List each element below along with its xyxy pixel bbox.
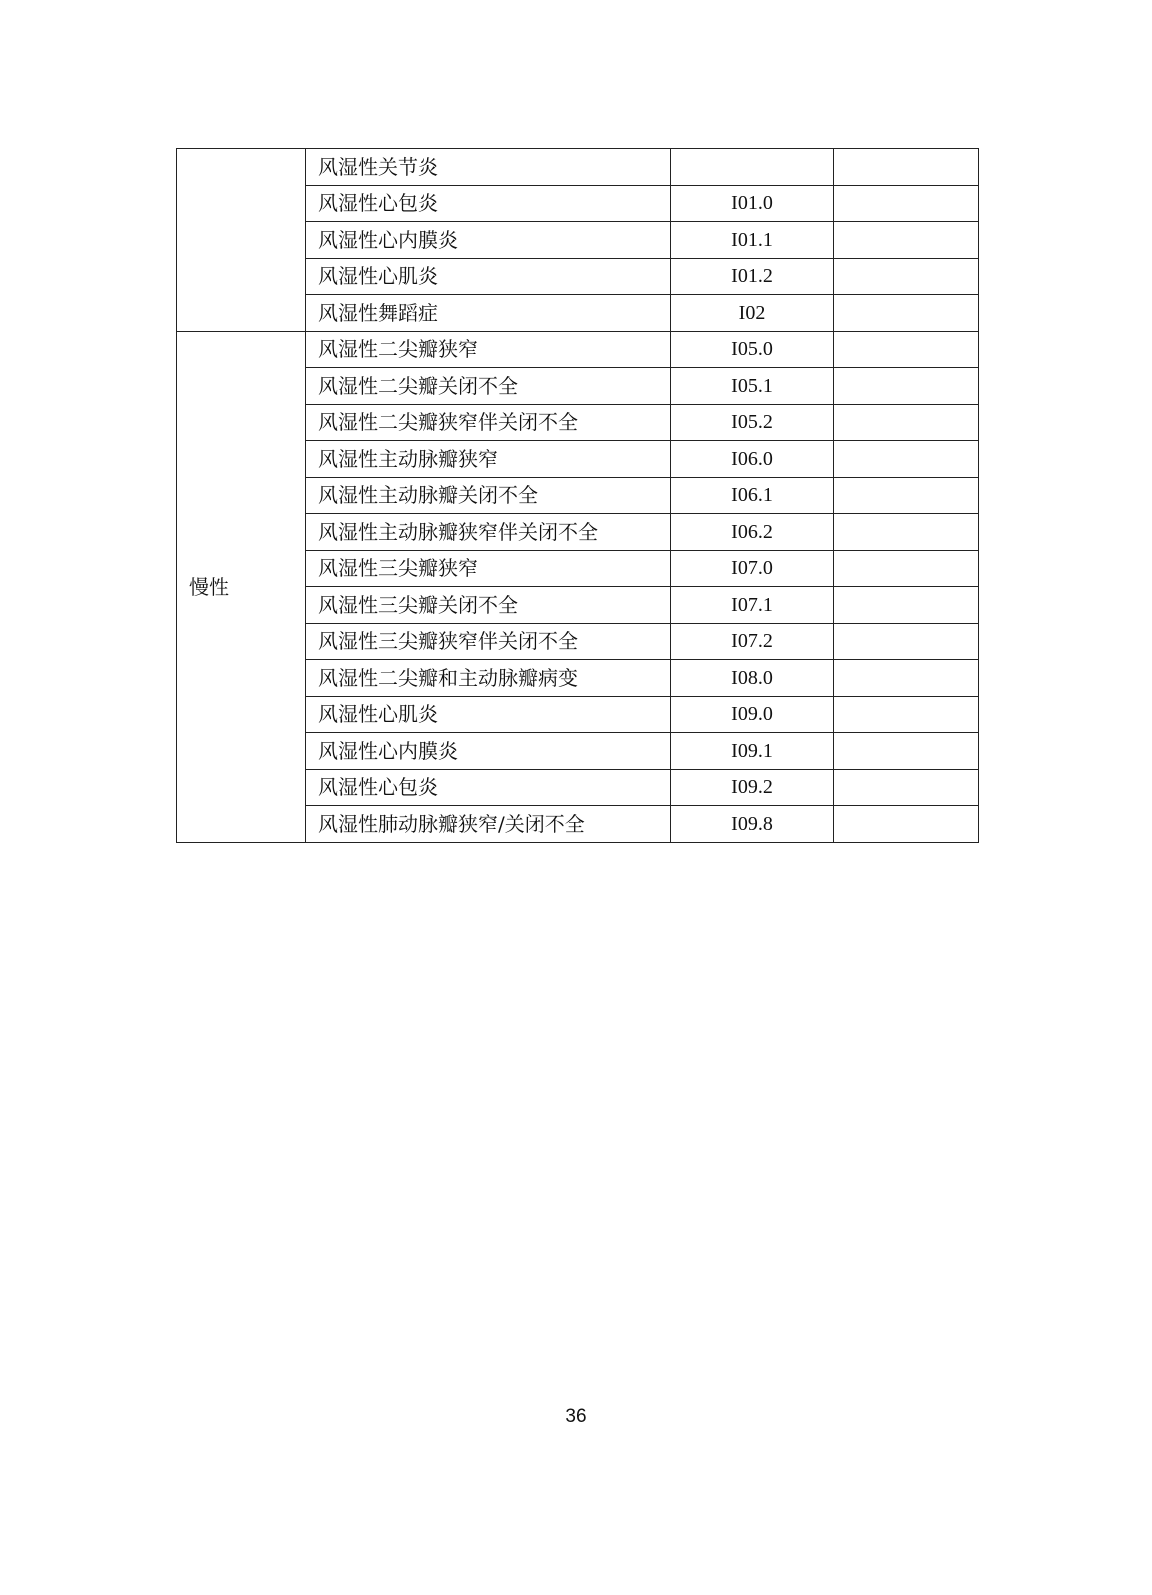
- disease-name-cell: 风湿性心包炎: [306, 769, 671, 806]
- empty-cell: [834, 587, 979, 624]
- group-label-cell: 慢性: [177, 331, 306, 842]
- page-number: 36: [565, 1406, 587, 1427]
- empty-cell: [834, 550, 979, 587]
- icd-code-cell: I07.0: [671, 550, 834, 587]
- disease-name-cell: 风湿性心内膜炎: [306, 733, 671, 770]
- empty-cell: [834, 623, 979, 660]
- disease-name-cell: 风湿性三尖瓣狭窄伴关闭不全: [306, 623, 671, 660]
- empty-cell: [834, 404, 979, 441]
- disease-name-cell: 风湿性二尖瓣和主动脉瓣病变: [306, 660, 671, 697]
- table-row: [177, 331, 979, 368]
- icd-code-cell: I01.1: [671, 222, 834, 259]
- icd-code-cell: I09.0: [671, 696, 834, 733]
- disease-name-cell: 风湿性心包炎: [306, 185, 671, 222]
- disease-name-cell: 风湿性二尖瓣关闭不全: [306, 368, 671, 405]
- empty-cell: [834, 477, 979, 514]
- icd-code-cell: I09.8: [671, 806, 834, 843]
- empty-cell: [834, 222, 979, 259]
- table-row: [177, 149, 979, 186]
- disease-name-cell: 风湿性舞蹈症: [306, 295, 671, 332]
- empty-cell: [834, 441, 979, 478]
- table-body: [177, 149, 979, 843]
- icd-code-cell: I05.0: [671, 331, 834, 368]
- icd-code-cell: I08.0: [671, 660, 834, 697]
- icd-code-cell: I06.0: [671, 441, 834, 478]
- icd-code-cell: I01.2: [671, 258, 834, 295]
- icd-code-cell: I06.2: [671, 514, 834, 551]
- empty-cell: [834, 185, 979, 222]
- disease-name-cell: 风湿性三尖瓣关闭不全: [306, 587, 671, 624]
- disease-name-cell: 风湿性主动脉瓣狭窄伴关闭不全: [306, 514, 671, 551]
- diagnosis-code-table: [176, 148, 979, 843]
- empty-cell: [834, 331, 979, 368]
- disease-name-cell: 风湿性二尖瓣狭窄: [306, 331, 671, 368]
- empty-cell: [834, 660, 979, 697]
- icd-code-cell: I06.1: [671, 477, 834, 514]
- icd-code-cell: I07.1: [671, 587, 834, 624]
- disease-name-cell: 风湿性主动脉瓣关闭不全: [306, 477, 671, 514]
- empty-cell: [834, 258, 979, 295]
- icd-code-cell: I09.2: [671, 769, 834, 806]
- empty-cell: [834, 733, 979, 770]
- group-label-cell: [177, 149, 306, 332]
- empty-cell: [834, 295, 979, 332]
- empty-cell: [834, 514, 979, 551]
- disease-name-cell: 风湿性肺动脉瓣狭窄/关闭不全: [306, 806, 671, 843]
- icd-code-cell: I07.2: [671, 623, 834, 660]
- icd-code-cell: I01.0: [671, 185, 834, 222]
- disease-name-cell: 风湿性心肌炎: [306, 696, 671, 733]
- empty-cell: [834, 368, 979, 405]
- empty-cell: [834, 696, 979, 733]
- icd-code-cell: I05.2: [671, 404, 834, 441]
- disease-name-cell: 风湿性主动脉瓣狭窄: [306, 441, 671, 478]
- disease-name-cell: 风湿性关节炎: [306, 149, 671, 186]
- icd-code-cell: I09.1: [671, 733, 834, 770]
- icd-code-cell: I05.1: [671, 368, 834, 405]
- disease-name-cell: 风湿性二尖瓣狭窄伴关闭不全: [306, 404, 671, 441]
- icd-code-cell: I02: [671, 295, 834, 332]
- icd-code-cell: [671, 149, 834, 186]
- disease-name-cell: 风湿性心内膜炎: [306, 222, 671, 259]
- disease-name-cell: 风湿性心肌炎: [306, 258, 671, 295]
- empty-cell: [834, 806, 979, 843]
- disease-name-cell: 风湿性三尖瓣狭窄: [306, 550, 671, 587]
- empty-cell: [834, 769, 979, 806]
- empty-cell: [834, 149, 979, 186]
